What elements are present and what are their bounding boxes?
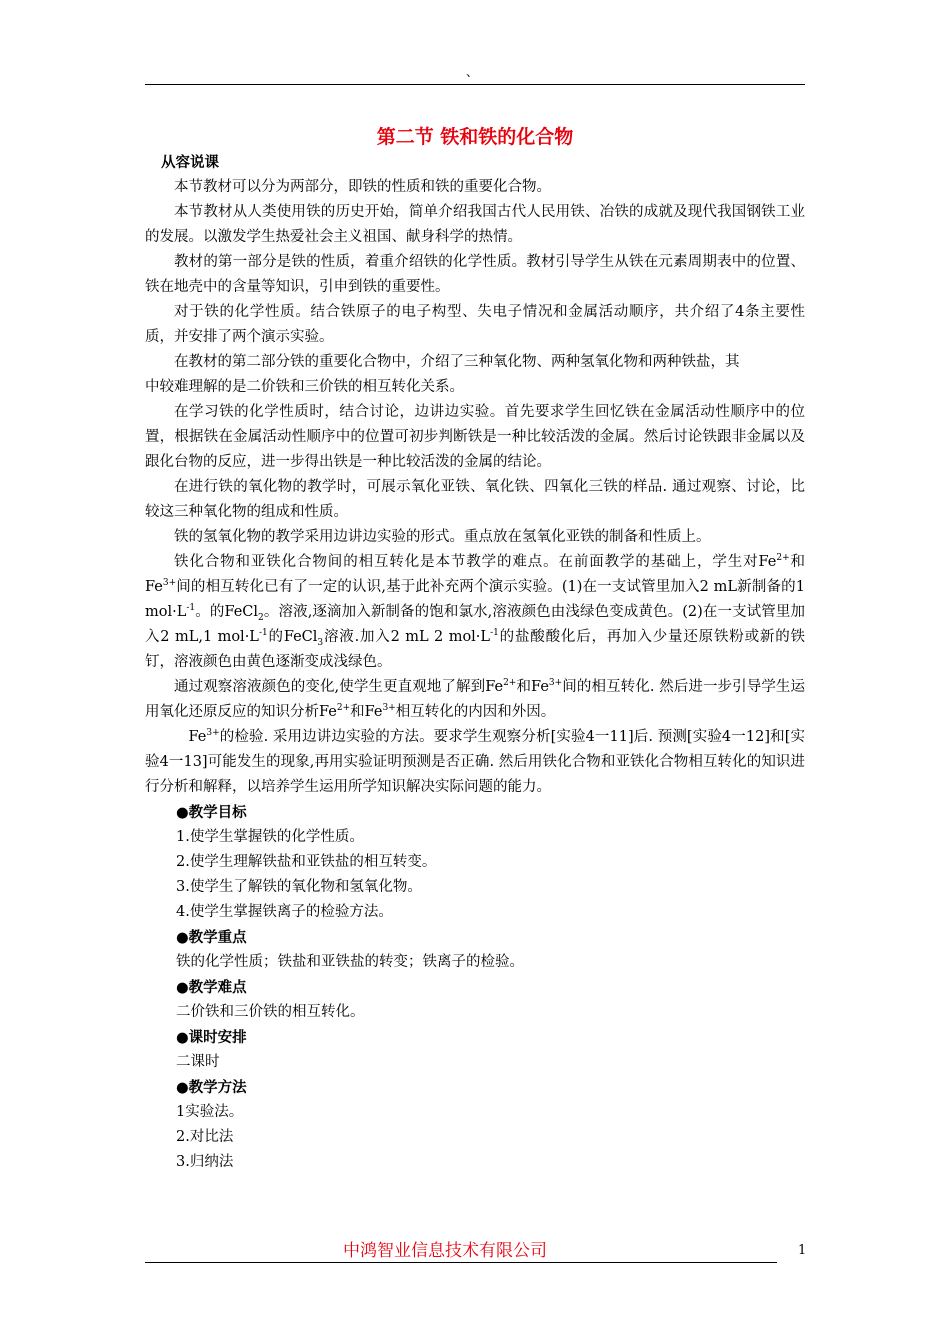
- footer-company: 中鸿智业信息技术有限公司: [343, 1241, 547, 1261]
- schedule-heading: ●课时安排: [176, 1029, 247, 1046]
- paragraph: 对于铁的化学性质。结合铁原子的电子构型、失电子情况和金属活动顺序，共介绍了4条主要性质，并安排了两个演示实验。: [145, 304, 805, 345]
- list-item: 1实验法。: [176, 1104, 244, 1120]
- paragraph: 本节教材可以分为两部分，即铁的性质和铁的重要化合物。: [174, 179, 551, 195]
- list-item: 3.归纳法: [176, 1154, 234, 1170]
- paragraph: 铁的氢氧化物的教学采用边讲边实验的形式。重点放在氢氧化亚铁的制备和性质上。: [174, 529, 711, 545]
- paragraph: $Fe^{3+}$的检验. 采用边讲边实验的方法。要求学生观察分析[实验4一11]后. 预测[实验4一12]和[实验4一13]可能发生的现象,再用实验证明预测是否正确. 然后用铁化合物和亚铁化合物相互转化的知识进行分析和解释，以培养学生运用所学知识解决实际问题的能力。: [145, 728, 805, 795]
- key-points-heading: ●教学重点: [176, 929, 247, 946]
- page-number: 1: [798, 1243, 807, 1258]
- paragraph: 通过观察溶液颜色的变化,使学生更直观地了解到$Fe^{2+}$和$Fe^{3+}$间的相互转化. 然后进一步引导学生运用氧化还原反应的知识分析$Fe^{2+}$和$Fe^{3+}$相互转化的内因和外因。: [145, 678, 806, 720]
- list-item: 2.对比法: [176, 1129, 234, 1145]
- footer-rule: [145, 1262, 777, 1263]
- schedule-text: 二课时: [176, 1054, 220, 1070]
- header-rule: [145, 84, 805, 85]
- list-item: 1.使学生掌握铁的化学性质。: [176, 829, 364, 845]
- document-body: [145, 150, 805, 1175]
- difficulties-text: 二价铁和三价铁的相互转化。: [176, 1004, 365, 1020]
- paragraph: 本节教材从人类使用铁的历史开始，简单介绍我国古代人民用铁、冶铁的成就及现代我国钢铁工业的发展。以激发学生热爱社会主义祖国、献身科学的热情。: [145, 204, 805, 245]
- header-mark: 、: [466, 65, 479, 79]
- section-heading: 从容说课: [161, 154, 219, 171]
- paragraph: 在学习铁的化学性质时，结合讨论，边讲边实验。首先要求学生回忆铁在金属活动性顺序中的位置，根据铁在金属活动性顺序中的位置可初步判断铁是一种比较活泼的金属。然后讨论铁跟非金属以及跟化台物的反应，进一步得出铁是一种比较活泼的金属的结论。: [145, 404, 805, 470]
- list-item: 2.使学生理解铁盐和亚铁盐的相互转变。: [176, 854, 437, 870]
- methods-heading: ●教学方法: [176, 1079, 247, 1096]
- paragraph: 在教材的第二部分铁的重要化合物中，介绍了三种氧化物、两种氢氧化物和两种铁盐，其: [174, 354, 740, 370]
- paragraph: 教材的第一部分是铁的性质，着重介绍铁的化学性质。教材引导学生从铁在元素周期表中的位置、铁在地壳中的含量等知识，引申到铁的重要性。: [145, 254, 805, 295]
- paragraph: 中较难理解的是二价铁和三价铁的相互转化关系。: [145, 379, 464, 395]
- paragraph: 铁化合物和亚铁化合物间的相互转化是本节教学的难点。在前面教学的基础上，学生对$Fe^{2+}$和$Fe^{3+}$间的相互转化已有了一定的认识,基于此补充两个演示实验。(1)在一支试管里加入2 mL新制备的1 $mol\cdot L^{-1}$。的FeCl$_2$。溶液,逐滴加入新制备的饱和氯水,溶液颜色由浅绿色变成黄色。(2)在一支试管里加入2 mL,1 $mol\cdot L^{-1}$的FeCl$_3$溶液.加入2 mL 2 $mol\cdot L^{-1}$的盐酸酸化后，再加入少量还原铁粉或新的铁钉，溶液颜色由黄色逐渐变成浅绿色。: [145, 553, 806, 670]
- list-item: 3.使学生了解铁的氧化物和氢氧化物。: [176, 879, 422, 895]
- difficulties-heading: ●教学难点: [176, 979, 247, 996]
- key-points-text: 铁的化学性质；铁盐和亚铁盐的转变；铁离子的检验。: [176, 954, 524, 970]
- list-item: 4.使学生掌握铁离子的检验方法。: [176, 904, 393, 920]
- objectives-heading: ●教学目标: [176, 804, 247, 821]
- paragraph: 在进行铁的氧化物的教学时，可展示氧化亚铁、氧化铁、四氧化三铁的样品. 通过观察、讨论，比较这三种氧化物的组成和性质。: [145, 479, 805, 520]
- page-title: 第二节 铁和铁的化合物: [376, 126, 574, 148]
